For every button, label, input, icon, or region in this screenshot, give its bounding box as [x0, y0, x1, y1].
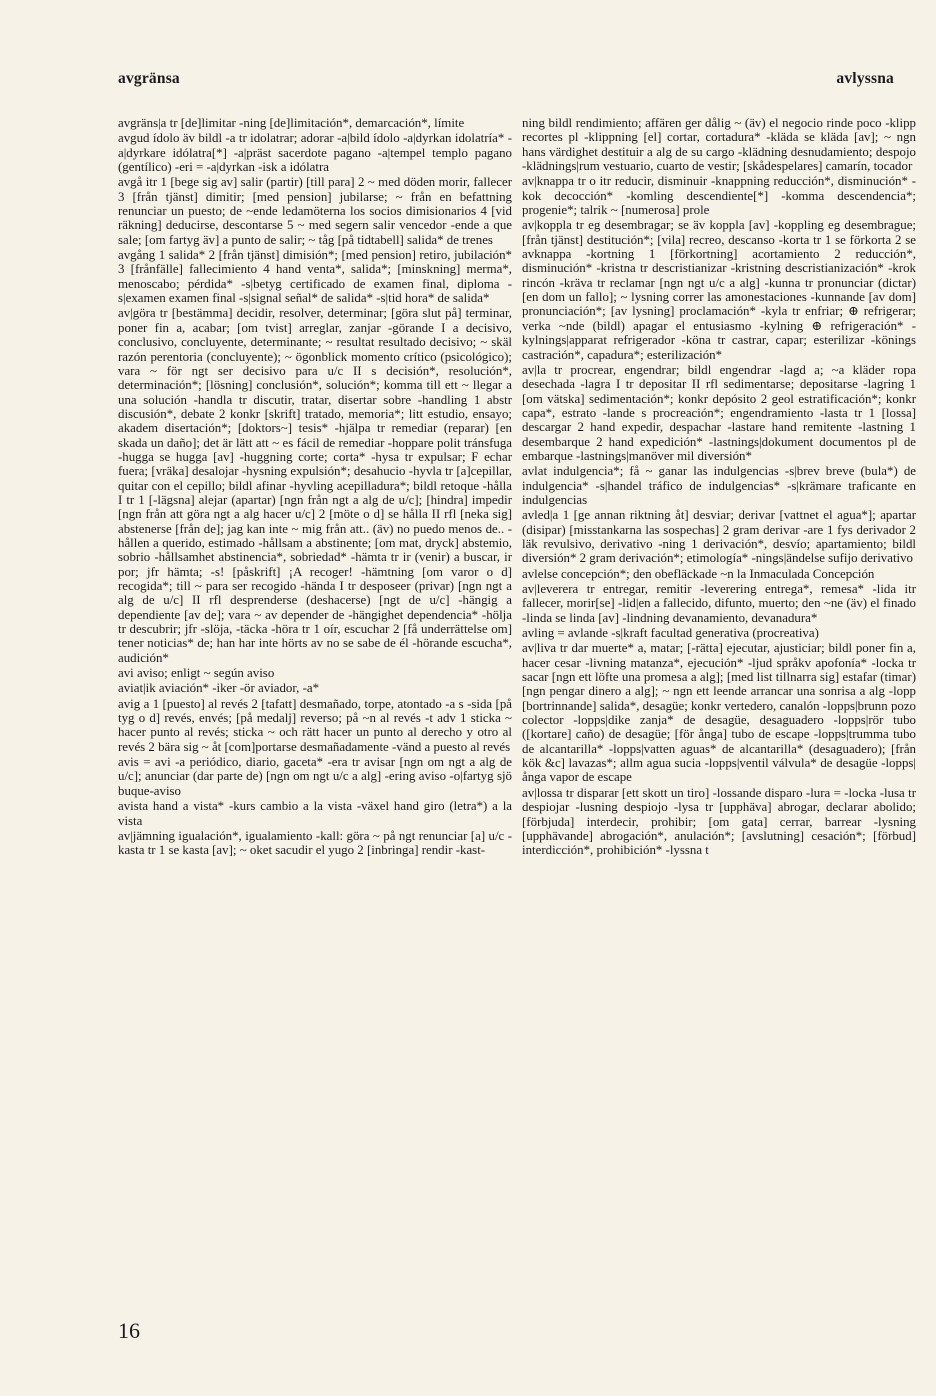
dictionary-entry: avgång 1 salida* 2 [från tjänst] dimisión*; [med pension] retiro, jubilación* 3 [frånfälle] fallecimiento 4 hand venta*, salida*; [minskning] merma*, menoscabo; pérdida* -s|betyg certificado de examen final, diploma -s|examen examen final -s|signal señal* de salida* -s|tid hora* de salida*: [118, 248, 512, 306]
dictionary-entry: avlelse concepción*; den obefläckade ~n la Inmaculada Concepción: [522, 566, 875, 581]
dictionary-entry: av|jämning igualación*, igualamiento -kall: göra ~ på ngt renunciar [a] u/c -kasta tr 1 se kasta [av]; ~ oket sacudir el yugo 2 [inbringa] rendir -kast-: [118, 828, 512, 858]
right-guide-word: avlyssna: [836, 70, 894, 87]
dictionary-entry: aviat|ik aviación* -iker -ör aviador, -a*: [118, 681, 320, 696]
dictionary-entry: avgräns|a tr [de]limitar -ning [de]limitación*, demarcación*, límite: [118, 116, 465, 130]
right-column: [522, 116, 916, 1326]
dictionary-entry: avled|a 1 [ge annan riktning åt] desviar; derivar [vattnet el agua*]; apartar (disipar) [misstankarna las sospechas] 2 gram derivar -are 1 fys derivador 2 läk revulsivo, derivativo -ning 1 derivación*, desvío; apartamiento; bildl diversión* 2 gram derivación*; etimología* -nings|ändelse sufijo derivativo: [522, 508, 916, 566]
dictionary-entry: avlat indulgencia*; få ~ ganar las indulgencias -s|brev breve (bula*) de indulgencia* -s|handel tráfico de indulgencias* -s|krämare traficante en indulgencias: [522, 464, 916, 507]
dictionary-entry: av|lossa tr disparar [ett skott un tiro] -lossande disparo -lura = -locka -lusa tr despiojar -lusning despiojo -lysa tr [upphäva] abrogar, declarar abolido; [förbjuda] interdecir, prohibir; [om gata] cerrar, barrear -lysning [upphävande] abrogación*, anulación*; [avslutning] cesación*; [förbud] interdicción*, prohibición* -lyssna t: [522, 785, 916, 858]
dictionary-entry: ning bildl rendimiento; affären ger dålig ~ (äv) el negocio rinde poco -klipp recortes pl -klippning [el] cortar, cortadura* -kläda se kläda [av]; ~ ngn hans värdighet destituir a alg de su cargo -klädning desnudamiento; despojo -klädnings|rum vestuario, cuarto de vestir; [skådespelares] camarín, tocador: [522, 116, 916, 174]
dictionary-entry: avig a 1 [puesto] al revés 2 [tafatt] desmañado, torpe, atontado -a s -sida [på tyg o d] revés, envés; [på medalj] reverso; på ~n al revés -t adv 1 sticka ~ hacer punto al revés; sticka ~ och rätt hacer un punto al derecho y otro al revés 2 bära sig ~ åt [com]portarse desmañadamente -vänd a puesto al revés: [118, 696, 512, 754]
dictionary-entry: av|knappa tr o itr reducir, disminuir -knappning reducción*, disminución* -kok decocción* -komling descendiente[*] -komma descendencia*; progenie*; talrik ~ [numerosa] prole: [522, 174, 916, 218]
dictionary-entry: av|la tr procrear, engendrar; bildl engendrar -lagd a; ~a kläder ropa desechada -lagra I tr depositar II rfl sedimentarse; depositarse -lagring 1 [om vätska] sedimentación*; konkr depósito 2 geol estratificación*; konkr capa*, estrato -lande s procreación*; engendramiento -lasta tr 1 [lossa] descargar 2 hand expedir, despachar -lastare hand remitente -lastning 1 desembarque 2 hand expedición* -lastnings|dokument documentos pl de embarque -lastnings|manöver mil diversión*: [522, 362, 916, 463]
dictionary-entry: avi aviso; enligt ~ según aviso: [118, 666, 275, 681]
left-column: [118, 116, 512, 1326]
dictionary-entry: avista hand a vista* -kurs cambio a la vista -växel hand giro (letra*) a la vista: [118, 799, 512, 828]
dictionary-entry: av|göra tr [bestämma] decidir, resolver, determinar; [göra slut på] terminar, poner fin a, acabar; [om tvist] arreglar, zanjar -görande I a decisivo, conclusivo, concluyente, determinante; ~ resultat resultado decisivo; ~ skäl razón perentoria (concluyente); ~ ögonblick momento crítico (psicológico); vara ~ för ngt ser decisivo para u/c II s decisión*, resolución*, determinación*; [lösning] conclusión*, solución*; komma till ett ~ llegar a una solución -handla tr discutir, tratar, disertar sobre -handling 1 abstr discusión*, debate 2 konkr [skrift] tratado, memoria*; litt estudio, ensayo; akadem disertación*; [doktors~] tesis* -hjälpa tr remediar (reparar) [en skada un daño]; det är lätt att ~ es fácil de remediar -hoppare polit tránsfuga -hugga se hugga [av] -huggning corte; corta* -hysa tr expulsar; F echar fuera; [vräka] desalojar -hysning expulsión*; desahucio -hyvla tr [a]cepillar, quitar con el cepillo; bildl afinar -hyvling acepilladura*; bildl retoque -hålla I tr 1 [-lägsna] alejar (apartar) [ngn från ngt a alg de u/c]; [hindra] impedir [ngn från att göra ngt a alg hacer u/c] 2 [möte o d] se hålla II rfl [neka sig] abstenerse [från de]; jag kan inte ~ mig från att.. (äv) no puedo menos de.. -hållen a querido, estimado -hållsam a abstinente; [om mat, dryck] abstemio, sobrio -hållsamhet abstinencia*, sobriedad* -hämta tr ir (venir) a buscar, ir por; jfr hämta; -s! [påskrift] ¡A recoger! -hämtning [om varor o d] recogida*; till ~ para ser recogido -hända I tr desposeer (privar) [ngn ngt a alg de u/c] II rfl desprenderse (deshacerse) [ngt de u/c] -hängig a dependiente [av de]; vara ~ av depender de -hängighet dependencia* -hölja tr descubrir; jfr -slöja, -täcka -höra tr 1 oír, escuchar 2 [få underrättelse om] tener noticias* de; han har inte hörts av no se sabe de él -hörande escucha*, audición*: [118, 306, 512, 665]
dictionary-entry: avling = avlande -s|kraft facultad generativa (procreativa): [522, 626, 819, 641]
page-number: 16: [118, 1318, 140, 1343]
dictionary-entry: av|koppla tr eg desembragar; se äv koppla [av] -koppling eg desembrague; [från tjänst] destitución*; [vila] recreo, descanso -korta tr 1 se förkorta 2 se avknappa -kortning 1 [förkortning] acortamiento 2 reducción*, disminución* -kristna tr descristianizar -kristning descristianización* -krok rincón -kräva tr reclamar [ngn ngt u/c a alg] -kunna tr pronunciar (dictar) [en dom un fallo]; ~ lysning correr las amonestaciones -kunnande [av dom] pronunciación*; [av lysning] proclamación* -kyla tr enfriar; ⊕ refrigerar; verka ~nde (bildl) apagar el entusiasmo -kylning ⊕ refrigeración* -kylnings|apparat refrigerador -köna tr castrar, capar; esterilizar -könings castración*, capadura*; esterilización*: [522, 218, 916, 362]
dictionary-entry: avgud ídolo äv bildl -a tr idolatrar; adorar -a|bild ídolo -a|dyrkan idolatría* -a|dyrkare idólatra[*] -a|präst sacerdote pagano -a|tempel templo pagano (gentílico) -eri = -a|dyrkan -isk a idólatra: [118, 131, 512, 175]
dictionary-entry: avis = avi -a periódico, diario, gaceta* -era tr avisar [ngn om ngt a alg de u/c]; anunciar (dar parte de) [ngn om ngt u/c a alg] -ering aviso -o|fartyg sjö buque-aviso: [118, 755, 512, 798]
dictionary-entry: avgå itr 1 [bege sig av] salir (partir) [till para] 2 ~ med döden morir, fallecer 3 [från tjänst] dimitir; [med pension] jubilarse; ~ från en befattning renunciar un puesto; de ~ende ledamöterna los socios dimisionarios 4 [vid räkning] deducirse, descontarse 5 ~ med segern salir vencedor -ende a que sale; [om fartyg äv] a punto de salir; ~ tåg [på tidtabell] salida* de trenes: [118, 175, 512, 247]
dictionary-entry: av|liva tr dar muerte* a, matar; [-rätta] ejecutar, ajusticiar; bildl poner fin a, hacer cesar -livning matanza*, ejecución* -ljud språkv apofonía* -locka tr sacar [ngn ett löfte una promesa a alg]; [med list tillnarra sig] estafar (timar) [ngn pengar dinero a alg]; ~ ngn ett leende arrancar una sonrisa a alg -lopp [bortrinnande] salida*, desagüe; konkr vertedero, canalón -lopps|brunn pozo colector -lopps|dike zanja* de desagüe, desaguadero -lopps|rör tubo ([kortare] caño) de desagüe; [för ånga] tubo de escape -lopps|trumma tubo de alcantarilla* -lopps|vatten aguas* de alcantarilla* (desaguadero); [från kök &c] lavazas*; allm agua sucia -lopps|ventil válvula* de desagüe -lopps|ånga vapor de escape: [522, 641, 916, 785]
dictionary-entry: av|leverera tr entregar, remitir -leverering entrega*, remesa* -lida itr fallecer, morir[se] -lid|en a fallecido, difunto, muerto; den ~ne (äv) el finado -linda se linda [av] -lindning devanamiento, devanadura*: [522, 582, 916, 625]
left-guide-word: avgränsa: [118, 70, 180, 87]
